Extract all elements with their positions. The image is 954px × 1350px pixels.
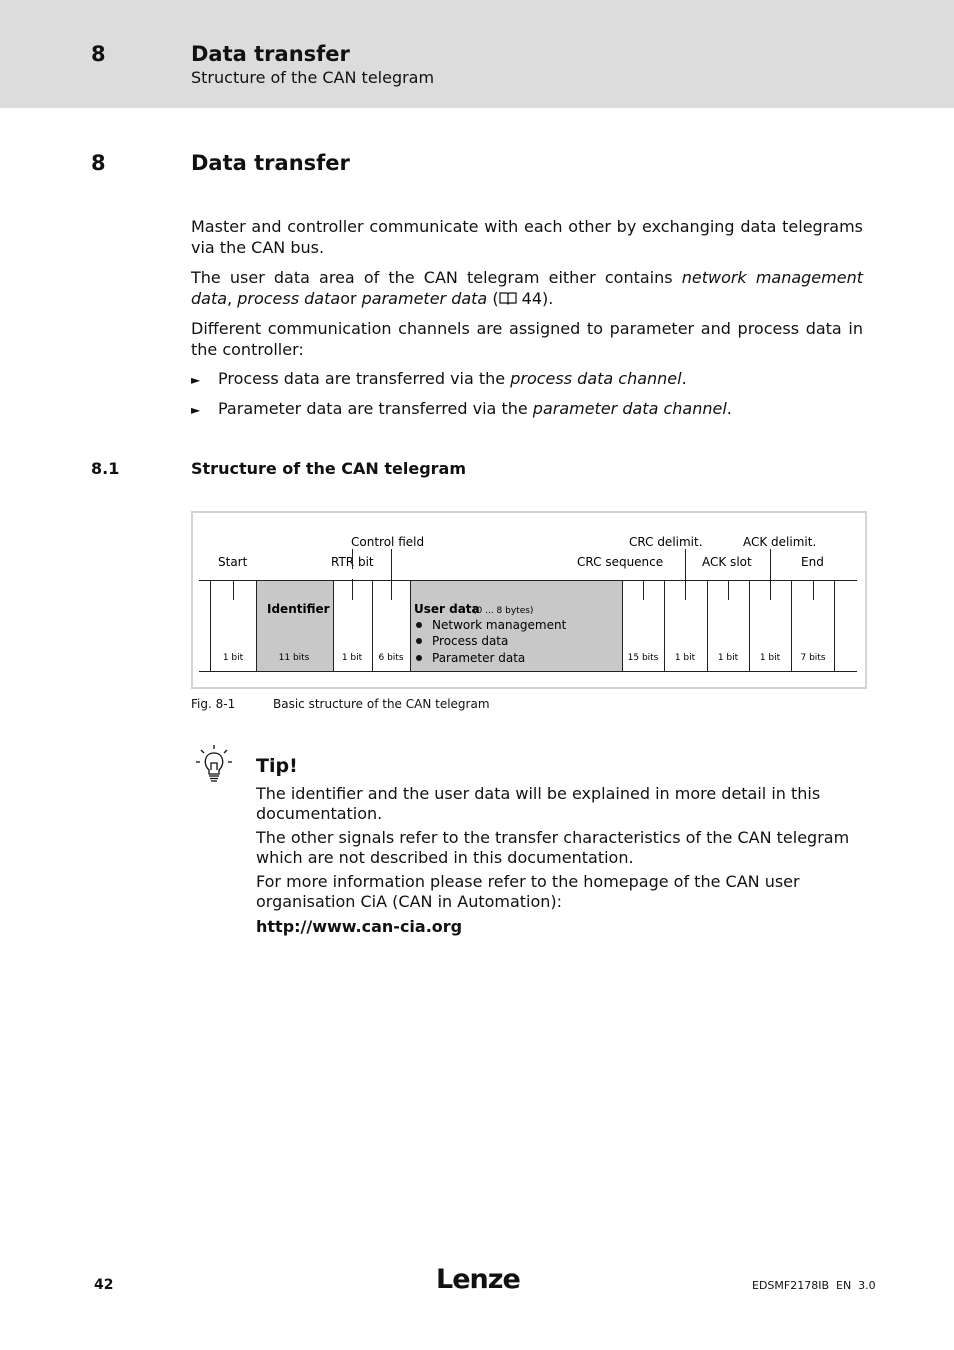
arrow-icon: ►	[191, 403, 201, 417]
bullet-process-data: ► Process data are transferred via the process data channel.	[191, 368, 687, 391]
document-code: EDSMF2178IB EN 3.0	[752, 1279, 876, 1292]
user-data-item-network: Network management	[432, 618, 567, 632]
subsection-title: Structure of the CAN telegram	[191, 459, 467, 478]
header-subtitle: Structure of the CAN telegram	[191, 68, 435, 87]
label-ack-slot: ACK slot	[702, 555, 752, 569]
bits-ack-delimit: 1 bit	[759, 653, 781, 663]
label-crc-delimit: CRC delimit.	[629, 535, 703, 549]
tip-paragraph-1: The identifier and the user data will be explained in more detail in this documentation.	[256, 784, 821, 823]
user-data-item-process: Process data	[432, 634, 509, 648]
paragraph-intro: Master and controller communicate with each other by exchanging data telegrams via the CAN bus.	[191, 217, 863, 257]
identifier-label: Identifier	[267, 602, 330, 616]
tip-paragraph-3: For more information please refer to the homepage of the CAN user organisation CiA (CAN in Automation):	[256, 872, 800, 911]
label-ack-delimit: ACK delimit.	[743, 535, 817, 549]
cia-link[interactable]: http://www.can-cia.org	[256, 917, 463, 936]
bits-crc-sequence: 15 bits	[627, 653, 659, 663]
lenze-logo: Lenze	[436, 1264, 520, 1295]
bits-end: 7 bits	[800, 653, 826, 663]
section-title: Data transfer	[191, 151, 350, 175]
header-chapter-title: Data transfer	[191, 42, 350, 66]
bits-control: 6 bits	[378, 653, 404, 663]
label-end: End	[801, 555, 824, 569]
label-rtr-bit: RTR bit	[331, 555, 374, 569]
section-number: 8	[91, 151, 106, 175]
subsection-number: 8.1	[91, 459, 120, 478]
header-chapter-number: 8	[91, 42, 106, 66]
tip-title: Tip!	[256, 755, 298, 777]
bits-rtr: 1 bit	[341, 653, 363, 663]
tip-paragraph-2: The other signals refer to the transfer characteristics of the CAN telegram which are not described in this documentation.	[256, 828, 850, 867]
user-data-item-parameter: Parameter data	[432, 651, 526, 665]
bits-crc-delimit: 1 bit	[674, 653, 696, 663]
label-start: Start	[218, 555, 248, 569]
label-control-field: Control field	[351, 535, 425, 549]
figure-caption: Basic structure of the CAN telegram	[273, 697, 490, 711]
can-telegram-diagram	[191, 511, 867, 689]
user-data-label: User data	[414, 602, 480, 616]
page-number: 42	[94, 1277, 114, 1293]
page-reference[interactable]: 44).	[516, 289, 554, 308]
label-crc-sequence: CRC sequence	[577, 555, 664, 569]
page-header	[0, 0, 954, 108]
figure-number: Fig. 8-1	[191, 697, 236, 711]
arrow-icon: ►	[191, 373, 201, 387]
bullet-parameter-data: ► Parameter data are transferred via the parameter data channel.	[191, 398, 732, 421]
paragraph-channels: Different communication channels are assigned to parameter and process data in the controller:	[191, 319, 863, 359]
paragraph-user-data: The user data area of the CAN telegram either contains network management data, process dataor parameter data ( 44).	[191, 268, 863, 308]
lightbulb-icon	[195, 744, 235, 784]
bits-identifier: 11 bits	[278, 653, 310, 663]
bits-start: 1 bit	[222, 653, 244, 663]
book-icon	[499, 289, 517, 308]
user-data-range: (0 ... 8 bytes)	[473, 606, 534, 616]
bits-ack-slot: 1 bit	[717, 653, 739, 663]
